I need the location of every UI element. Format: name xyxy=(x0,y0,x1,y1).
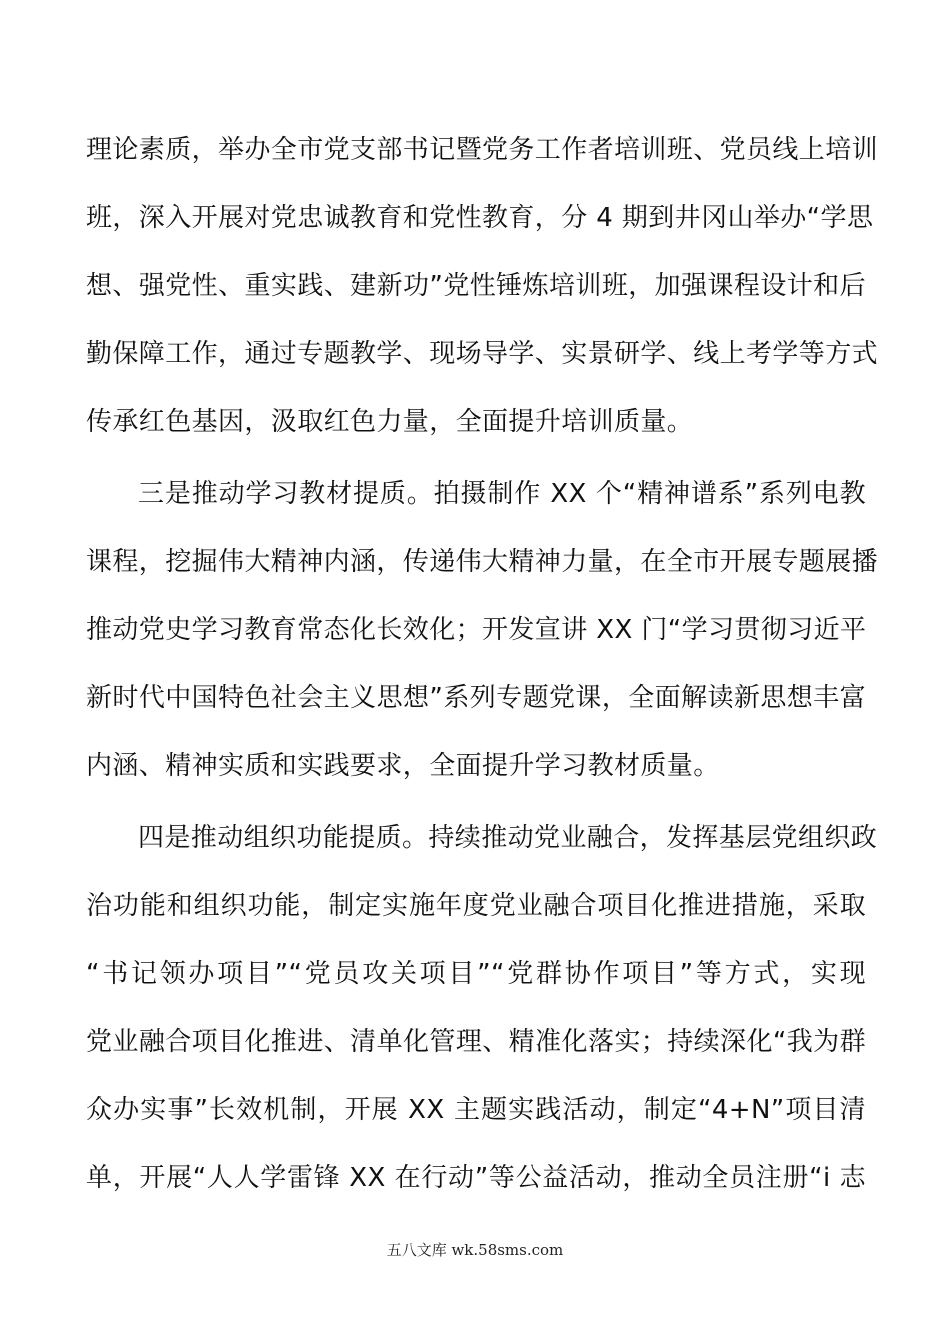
footer-watermark: 五八文库 wk.58sms.com xyxy=(386,1241,564,1259)
text-line-5: 传承红色基因，汲取红色力量，全面提升培训质量。 xyxy=(86,407,694,437)
text-line-8: 推动党史学习教育常态化长效化；开发宣讲 XX 门“学习贯彻习近平 xyxy=(86,615,867,645)
text-line-7: 课程，挖掘伟大精神内涵，传递伟大精神力量，在全市开展专题展播 xyxy=(86,547,879,577)
text-line-4: 勤保障工作，通过专题教学、现场导学、实景研学、线上考学等方式 xyxy=(86,339,879,369)
text-line-1: 理论素质，举办全市党支部书记暨党务工作者培训班、党员线上培训 xyxy=(86,135,879,165)
text-line-9: 新时代中国特色社会主义思想”系列专题党课，全面解读新思想丰富 xyxy=(86,683,866,713)
text-line-10: 内涵、精神实质和实践要求，全面提升学习教材质量。 xyxy=(86,751,720,781)
text-line-3: 想、强党性、重实践、建新功”党性锤炼培训班，加强课程设计和后 xyxy=(86,271,866,301)
text-line-13: “书记领办项目”“党员攻关项目”“党群协作项目”等方式，实现 xyxy=(86,959,866,989)
text-line-15: 众办实事”长效机制，开展 XX 主题实践活动，制定“4+N”项目清 xyxy=(86,1095,866,1125)
paragraph-start-line-11: 四是推动组织功能提质。持续推动党业融合，发挥基层党组织政 xyxy=(138,823,878,853)
text-line-12: 治功能和组织功能，制定实施年度党业融合项目化推进措施，采取 xyxy=(86,891,866,921)
text-line-2: 班，深入开展对党忠诚教育和党性教育，分 4 期到井冈山举办“学思 xyxy=(86,203,874,233)
paragraph-start-line-6: 三是推动学习教材提质。拍摄制作 XX 个“精神谱系”系列电教 xyxy=(138,479,866,509)
text-line-14: 党业融合项目化推进、清单化管理、精准化落实；持续深化“我为群 xyxy=(86,1027,866,1057)
text-line-16: 单，开展“人人学雷锋 XX 在行动”等公益活动，推动全员注册“i 志 xyxy=(86,1163,866,1193)
